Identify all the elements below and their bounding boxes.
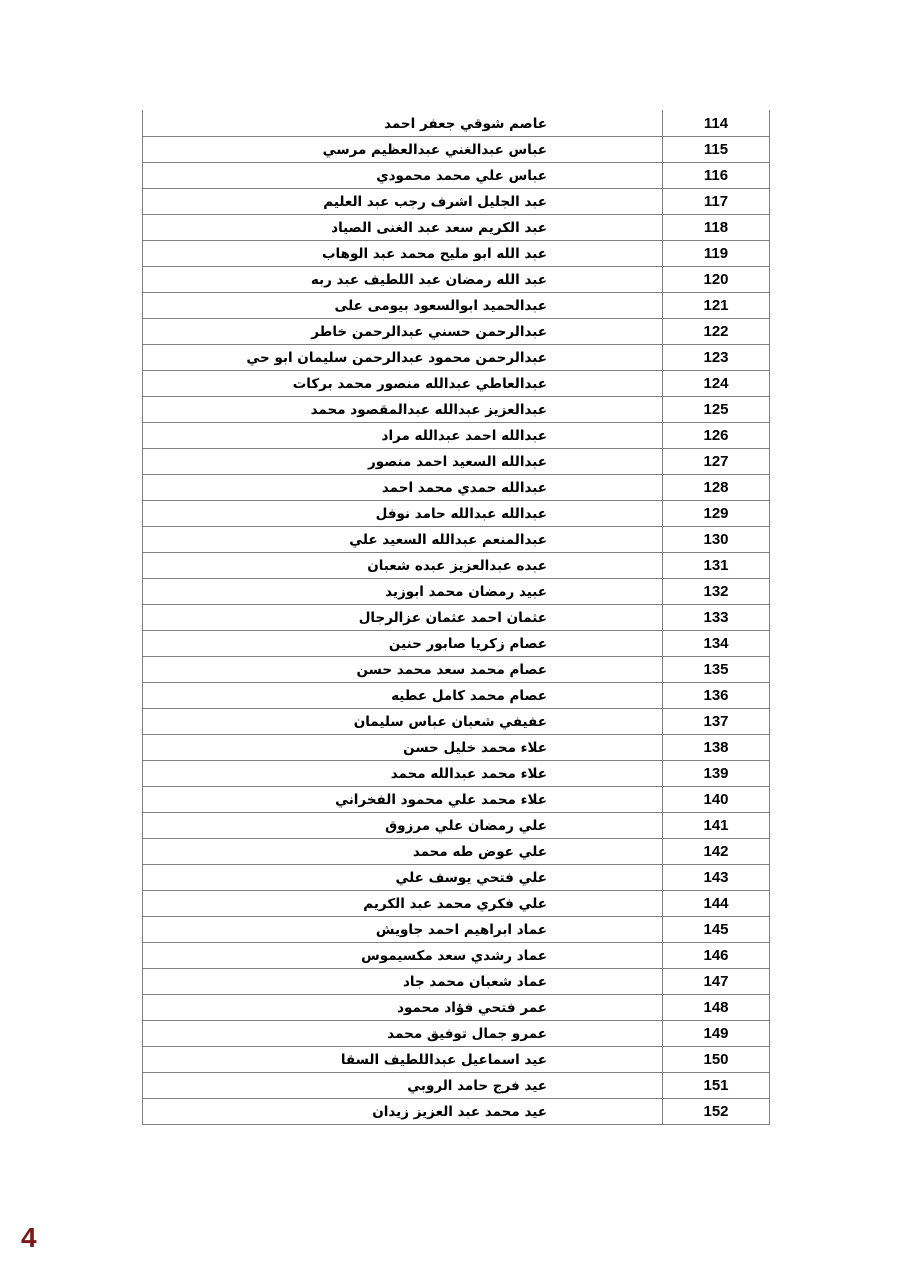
name-cell	[143, 215, 663, 241]
person-name: عبدالله عبدالله حامد نوفل	[375, 505, 547, 522]
row-number: 136	[663, 683, 770, 709]
table-row	[143, 475, 770, 501]
row-number: 142	[663, 839, 770, 865]
row-number: 140	[663, 787, 770, 813]
row-number: 126	[663, 423, 770, 449]
table-row	[143, 215, 770, 241]
person-name: عماد رشدي سعد مكسيموس	[361, 947, 547, 964]
name-cell	[143, 501, 663, 527]
name-cell	[143, 319, 663, 345]
table-row	[143, 631, 770, 657]
row-number: 138	[663, 735, 770, 761]
person-name: عبدالله حمدي محمد احمد	[381, 479, 547, 496]
table-row	[143, 553, 770, 579]
row-number: 143	[663, 865, 770, 891]
person-name: عبد الله ابو مليح محمد عبد الوهاب	[321, 245, 547, 262]
row-number: 149	[663, 1021, 770, 1047]
row-number: 116	[663, 163, 770, 189]
name-cell	[143, 813, 663, 839]
person-name: عيد محمد عبد العزيز زيدان	[372, 1103, 547, 1120]
row-number: 133	[663, 605, 770, 631]
name-cell	[143, 293, 663, 319]
row-number: 117	[663, 189, 770, 215]
row-number: 132	[663, 579, 770, 605]
name-cell	[143, 397, 663, 423]
row-number: 146	[663, 943, 770, 969]
name-cell	[143, 631, 663, 657]
person-name: عباس علي محمد محمودي	[376, 167, 547, 184]
name-cell	[143, 423, 663, 449]
person-name: عبدالعاطي عبدالله منصور محمد بركات	[292, 375, 547, 392]
table-row	[143, 423, 770, 449]
person-name: علاء محمد علي محمود الفخراني	[335, 791, 547, 808]
table-row	[143, 943, 770, 969]
row-number: 118	[663, 215, 770, 241]
page-number: 4	[21, 1222, 37, 1253]
row-number: 121	[663, 293, 770, 319]
table-row	[143, 267, 770, 293]
name-cell	[143, 137, 663, 163]
table-row	[143, 397, 770, 423]
name-cell	[143, 475, 663, 501]
name-cell	[143, 995, 663, 1021]
row-number: 119	[663, 241, 770, 267]
table-row	[143, 163, 770, 189]
person-name: علي فكري محمد عبد الكريم	[363, 895, 547, 912]
names-table	[142, 110, 770, 1125]
table-row	[143, 1021, 770, 1047]
person-name: علي فتحي يوسف علي	[395, 869, 547, 886]
row-number: 144	[663, 891, 770, 917]
table-row	[143, 527, 770, 553]
name-cell	[143, 709, 663, 735]
person-name: عثمان احمد عثمان عزالرجال	[358, 609, 547, 626]
name-cell	[143, 553, 663, 579]
person-name: عبدالمنعم عبدالله السعيد علي	[349, 531, 547, 548]
name-cell	[143, 345, 663, 371]
name-cell	[143, 579, 663, 605]
row-number: 135	[663, 657, 770, 683]
table-row	[143, 813, 770, 839]
name-cell	[143, 865, 663, 891]
table-row	[143, 1099, 770, 1125]
name-cell	[143, 527, 663, 553]
person-name: عاصم شوقي جعفر احمد	[384, 115, 547, 132]
person-name: عبد الجليل اشرف رجب عبد العليم	[323, 193, 547, 210]
person-name: عصام زكريا صابور حنين	[388, 635, 547, 652]
name-cell	[143, 943, 663, 969]
name-cell	[143, 969, 663, 995]
row-number: 129	[663, 501, 770, 527]
table-row	[143, 865, 770, 891]
name-cell	[143, 1021, 663, 1047]
person-name: عبدالرحمن حسني عبدالرحمن خاطر	[311, 323, 547, 340]
name-cell	[143, 787, 663, 813]
row-number: 115	[663, 137, 770, 163]
person-name: عبدالرحمن محمود عبدالرحمن سليمان ابو حي	[246, 349, 547, 366]
row-number: 139	[663, 761, 770, 787]
table-row	[143, 579, 770, 605]
row-number: 141	[663, 813, 770, 839]
table-row	[143, 371, 770, 397]
row-number: 128	[663, 475, 770, 501]
name-cell	[143, 1073, 663, 1099]
name-cell	[143, 605, 663, 631]
row-number: 137	[663, 709, 770, 735]
row-number: 123	[663, 345, 770, 371]
name-cell	[143, 1099, 663, 1125]
table-row	[143, 709, 770, 735]
row-number: 134	[663, 631, 770, 657]
table-row	[143, 761, 770, 787]
person-name: عبد الله رمضان عبد اللطيف عبد ربه	[310, 271, 547, 288]
name-cell	[143, 761, 663, 787]
table-row	[143, 293, 770, 319]
person-name: علي رمضان علي مرزوق	[385, 817, 547, 834]
row-number: 131	[663, 553, 770, 579]
row-number: 147	[663, 969, 770, 995]
row-number: 125	[663, 397, 770, 423]
row-number: 145	[663, 917, 770, 943]
name-cell	[143, 189, 663, 215]
table-row	[143, 605, 770, 631]
table-row	[143, 969, 770, 995]
table-row	[143, 189, 770, 215]
row-number: 148	[663, 995, 770, 1021]
name-cell	[143, 163, 663, 189]
table-row	[143, 787, 770, 813]
name-cell	[143, 683, 663, 709]
person-name: عباس عبدالغني عبدالعظيم مرسي	[322, 141, 547, 158]
name-cell	[143, 839, 663, 865]
row-number: 122	[663, 319, 770, 345]
names-table-body	[143, 111, 770, 1125]
table-row	[143, 891, 770, 917]
table-row	[143, 657, 770, 683]
name-cell	[143, 735, 663, 761]
name-cell	[143, 241, 663, 267]
person-name: عبدالعزيز عبدالله عبدالمقصود محمد	[310, 401, 547, 418]
name-cell	[143, 449, 663, 475]
person-name: عمرو جمال توفيق محمد	[387, 1025, 547, 1042]
person-name: عمر فتحي فؤاد محمود	[397, 999, 547, 1016]
table-row	[143, 1047, 770, 1073]
person-name: علي عوض طه محمد	[412, 843, 547, 860]
table-row	[143, 137, 770, 163]
person-name: علاء محمد خليل حسن	[403, 739, 547, 756]
row-number: 152	[663, 1099, 770, 1125]
row-number: 150	[663, 1047, 770, 1073]
table-row	[143, 735, 770, 761]
person-name: عفيفي شعبان عباس سليمان	[353, 713, 547, 730]
person-name: عبدالله السعيد احمد منصور	[367, 453, 547, 470]
name-cell	[143, 917, 663, 943]
name-cell	[143, 267, 663, 293]
table-row	[143, 1073, 770, 1099]
name-cell	[143, 111, 663, 137]
row-number: 124	[663, 371, 770, 397]
person-name: عبيد رمضان محمد ابوزيد	[385, 583, 547, 600]
person-name: عبدالحميد ابوالسعود بيومى على	[334, 297, 547, 314]
table-row	[143, 241, 770, 267]
row-number: 114	[663, 111, 770, 137]
table-row	[143, 917, 770, 943]
row-number: 120	[663, 267, 770, 293]
table-row	[143, 501, 770, 527]
person-name: عبده عبدالعزيز عبده شعبان	[367, 557, 547, 574]
name-cell	[143, 371, 663, 397]
person-name: عيد فرج حامد الروبي	[407, 1077, 547, 1094]
person-name: عصام محمد كامل عطيه	[391, 687, 547, 704]
person-name: عماد شعبان محمد جاد	[402, 973, 547, 990]
row-number: 130	[663, 527, 770, 553]
table-row	[143, 995, 770, 1021]
person-name: علاء محمد عبدالله محمد	[390, 765, 547, 782]
table-row	[143, 319, 770, 345]
table-row	[143, 449, 770, 475]
name-cell	[143, 1047, 663, 1073]
row-number: 127	[663, 449, 770, 475]
person-name: عماد ابراهيم احمد جاويش	[375, 921, 547, 938]
table-row	[143, 683, 770, 709]
table-row	[143, 111, 770, 137]
person-name: عبدالله احمد عبدالله مراد	[381, 427, 547, 444]
person-name: عبد الكريم سعد عبد الغنى الصياد	[331, 219, 547, 236]
person-name: عصام محمد سعد محمد حسن	[356, 661, 547, 678]
name-cell	[143, 657, 663, 683]
table-row	[143, 839, 770, 865]
person-name: عيد اسماعيل عبداللطيف السقا	[340, 1051, 547, 1068]
row-number: 151	[663, 1073, 770, 1099]
table-row	[143, 345, 770, 371]
name-cell	[143, 891, 663, 917]
